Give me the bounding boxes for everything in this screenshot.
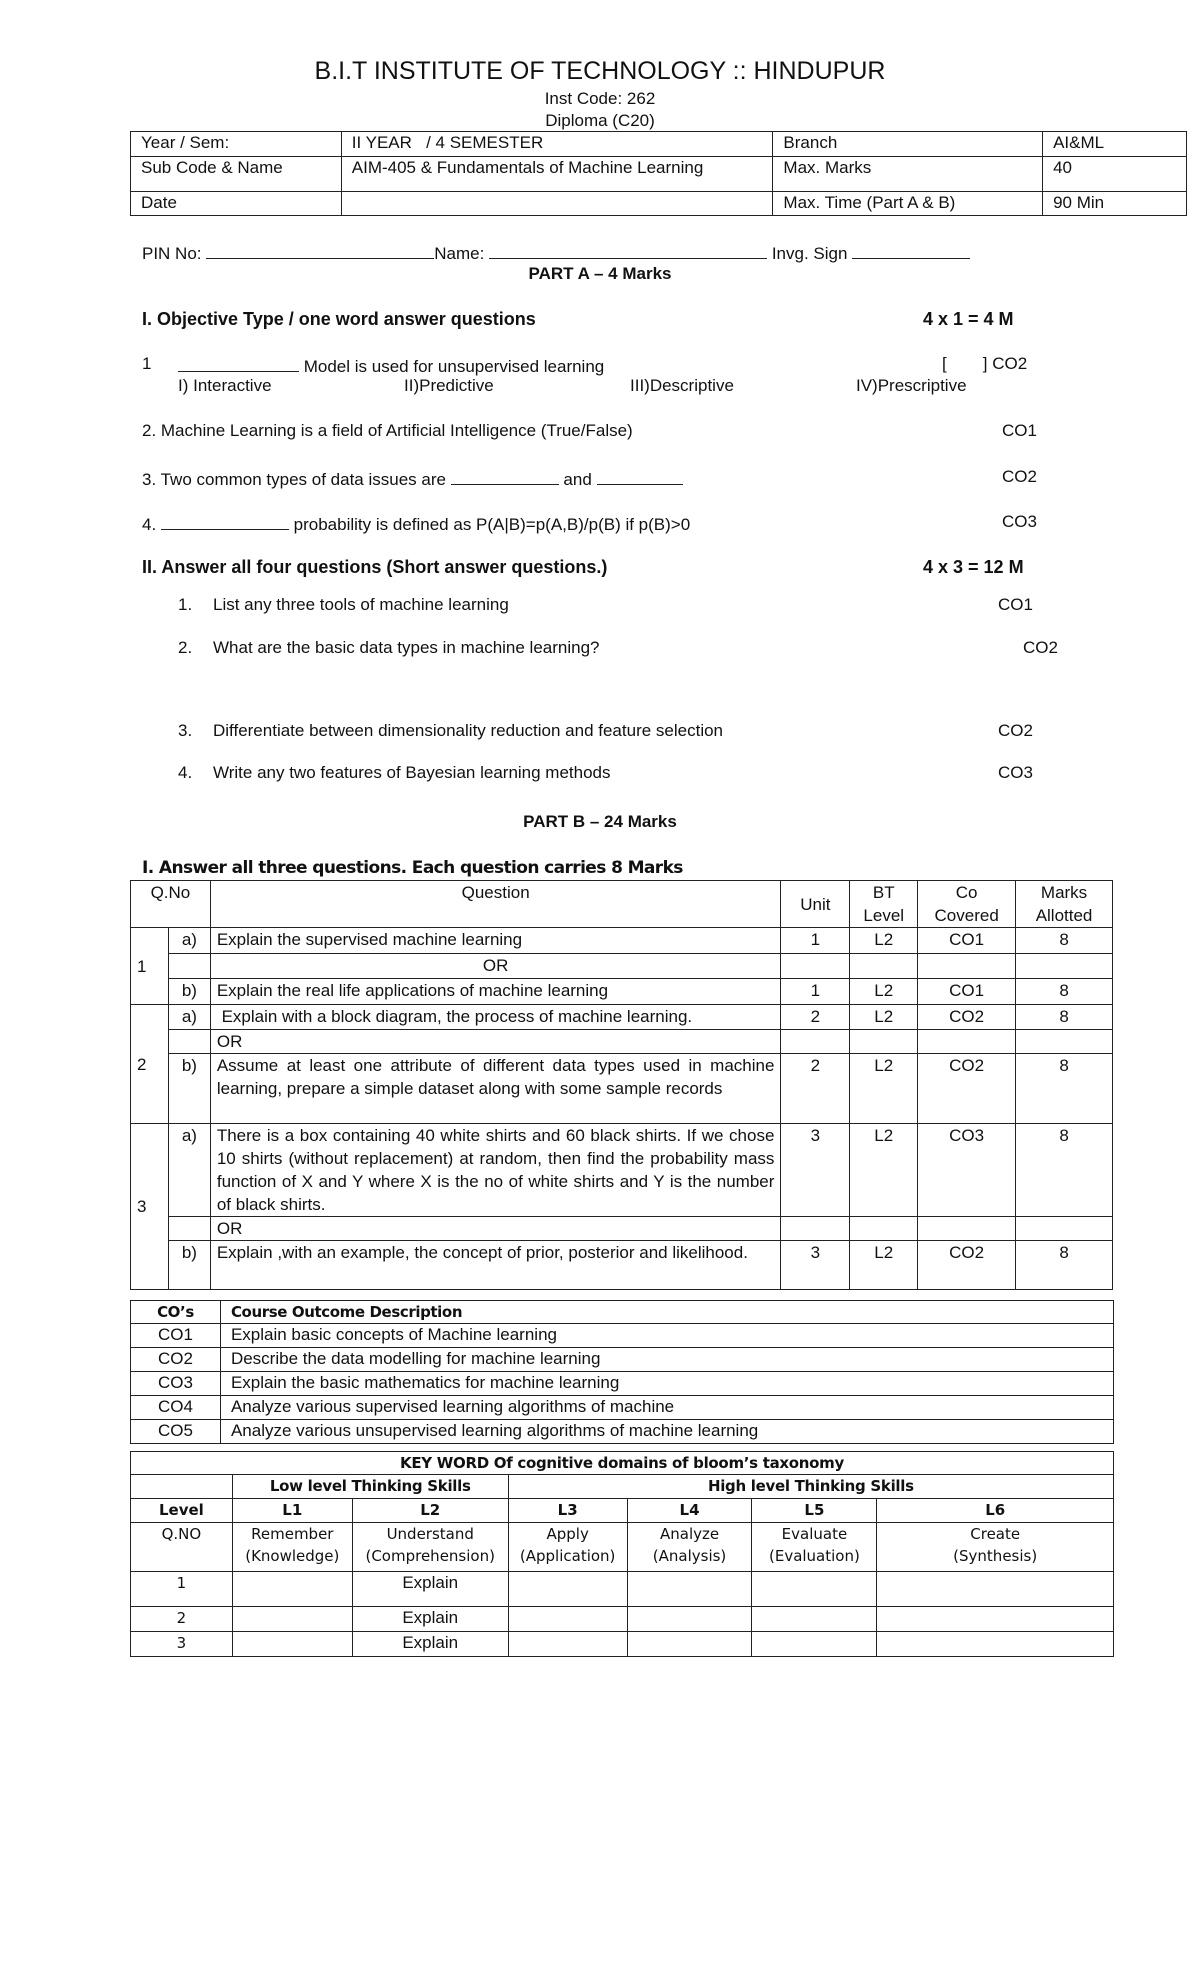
- empty-cell: [877, 1632, 1114, 1657]
- section1-marks: 4 x 1 = 4 M: [923, 309, 1014, 329]
- q-marks: 8: [1016, 979, 1113, 1005]
- sign-input-line[interactable]: [852, 241, 970, 259]
- section2-heading: II. Answer all four questions (Short answer questions.): [142, 557, 608, 577]
- exam-info-table: [130, 131, 1187, 216]
- q4-co: CO3: [1002, 512, 1037, 531]
- q-marks: 8: [1016, 1124, 1113, 1217]
- co-desc: Explain basic concepts of Machine learning: [220, 1324, 1113, 1348]
- empty-cell: [1016, 954, 1113, 979]
- co-row: [131, 1420, 1114, 1444]
- col-bt-line2: Level: [863, 906, 905, 925]
- table-row: [131, 1005, 1113, 1030]
- col-marks: [1016, 881, 1113, 928]
- q4-question: [142, 512, 690, 535]
- q-text: Explain with a block diagram, the process of machine learning.: [210, 1005, 781, 1030]
- empty-cell: [781, 1217, 850, 1241]
- q-co: CO1: [918, 979, 1016, 1005]
- info-value: 40: [1043, 157, 1187, 192]
- co-id: CO4: [131, 1396, 221, 1420]
- blooms-title: KEY WORD Of cognitive domains of bloom’s taxonomy: [131, 1452, 1114, 1475]
- info-label: Sub Code & Name: [131, 157, 342, 192]
- empty-cell: [918, 1217, 1016, 1241]
- section2-marks: 4 x 3 = 12 M: [923, 557, 1024, 577]
- table-row: [131, 1124, 1113, 1217]
- q-co: CO2: [918, 1241, 1016, 1290]
- pin-label: PIN No:: [142, 244, 202, 263]
- q-bt: L2: [850, 1241, 918, 1290]
- blooms-taxonomy-table: [130, 1451, 1114, 1657]
- diploma-label: Diploma (C20): [545, 111, 655, 130]
- short-q-number: 3.: [178, 721, 193, 740]
- co-col-header: CO’s: [131, 1301, 221, 1324]
- part-a-title: PART A – 4 Marks: [528, 264, 672, 283]
- col-marks-line2: Allotted: [1035, 906, 1093, 925]
- empty-cell: [752, 1607, 877, 1632]
- empty-cell: [232, 1607, 352, 1632]
- level-name-main: Evaluate: [781, 1525, 848, 1543]
- col-co-covered: [918, 881, 1016, 928]
- table-header-row: [131, 881, 1113, 928]
- info-value: AIM-405 & Fundamentals of Machine Learning: [341, 157, 773, 192]
- empty-cell: [877, 1607, 1114, 1632]
- empty-cell: [850, 954, 918, 979]
- empty-cell: [918, 1030, 1016, 1054]
- level-name-alt: (Knowledge): [245, 1547, 340, 1565]
- q-unit: 1: [781, 979, 850, 1005]
- info-row-year: [131, 132, 1187, 157]
- q-unit: 2: [781, 1054, 850, 1124]
- info-value: AI&ML: [1043, 132, 1187, 157]
- q1-question: [178, 354, 604, 377]
- q-text: Explain the supervised machine learning: [210, 928, 781, 954]
- q-co: CO3: [918, 1124, 1016, 1217]
- level-id: L3: [508, 1499, 627, 1523]
- level-name: [508, 1523, 627, 1572]
- q-part: a): [168, 928, 210, 954]
- co-row: [131, 1372, 1114, 1396]
- level-name-main: Analyze: [659, 1525, 720, 1543]
- name-label: Name:: [434, 244, 485, 263]
- table-row: [131, 1054, 1113, 1124]
- bracket-close: ]: [982, 354, 988, 373]
- q-bt: L2: [850, 1124, 918, 1217]
- level-name-main: Understand: [386, 1525, 474, 1543]
- blooms-q-number: 2: [131, 1607, 233, 1632]
- empty-cell: [131, 1475, 233, 1499]
- empty-cell: [1016, 1217, 1113, 1241]
- or-label: OR: [210, 1030, 781, 1054]
- pin-input-line[interactable]: [206, 241, 434, 259]
- blooms-title-row: [131, 1452, 1114, 1475]
- table-row: [131, 928, 1113, 954]
- co-row: [131, 1324, 1114, 1348]
- co-id: CO2: [131, 1348, 221, 1372]
- co-desc: Explain the basic mathematics for machine learning: [220, 1372, 1113, 1396]
- level-id: L1: [232, 1499, 352, 1523]
- q-number: 1: [131, 928, 169, 1005]
- empty-cell: [232, 1632, 352, 1657]
- short-q-number: 4.: [178, 763, 193, 782]
- short-q-text: Differentiate between dimensionality reduction and feature selection: [213, 721, 723, 740]
- sign-label: Invg. Sign: [771, 244, 848, 263]
- level-name-alt: (Evaluation): [768, 1547, 860, 1565]
- col-co-line2: Covered: [934, 906, 999, 925]
- qno-label: Q.NO: [131, 1523, 233, 1572]
- section1-heading: I. Objective Type / one word answer questions: [142, 309, 536, 329]
- level-name-main: Create: [970, 1525, 1021, 1543]
- short-q-number: 1.: [178, 595, 193, 614]
- empty-cell: [627, 1607, 752, 1632]
- col-question: Question: [210, 881, 781, 928]
- q1-text: Model is used for unsupervised learning: [303, 357, 605, 376]
- level-name: [877, 1523, 1114, 1572]
- short-q-number: 2.: [178, 638, 193, 657]
- level-name-alt: (Analysis): [652, 1547, 727, 1565]
- q-part: a): [168, 1005, 210, 1030]
- col-co-line1: Co: [955, 883, 978, 902]
- empty-cell: [168, 1217, 210, 1241]
- empty-cell: [877, 1572, 1114, 1607]
- empty-cell: [918, 954, 1016, 979]
- level-name: [752, 1523, 877, 1572]
- level-name-alt: (Comprehension): [365, 1547, 495, 1565]
- empty-cell: [508, 1607, 627, 1632]
- level-id: L4: [627, 1499, 752, 1523]
- q4-prefix: 4.: [142, 515, 157, 534]
- q1-option-1: I) Interactive: [178, 376, 272, 395]
- q1-co: CO2: [992, 354, 1028, 373]
- part-b-table: [130, 880, 1113, 1290]
- q1-option-4: IV)Prescriptive: [856, 376, 967, 395]
- short-q-co: CO1: [998, 595, 1033, 614]
- info-label: Date: [131, 192, 342, 216]
- or-label: OR: [210, 954, 781, 979]
- info-label: Max. Marks: [773, 157, 1043, 192]
- student-fields: [142, 241, 970, 264]
- skills-row: [131, 1475, 1114, 1499]
- q-part: b): [168, 1241, 210, 1290]
- q-unit: 3: [781, 1241, 850, 1290]
- short-q-co: CO3: [998, 763, 1033, 782]
- co-id: CO3: [131, 1372, 221, 1396]
- q4-text: probability is defined as P(A|B)=p(A,B)/p(B) if p(B)>0: [293, 515, 691, 534]
- level-name: [627, 1523, 752, 1572]
- empty-cell: [752, 1572, 877, 1607]
- q-unit: 2: [781, 1005, 850, 1030]
- q1-option-3: III)Descriptive: [630, 376, 734, 395]
- empty-cell: [781, 954, 850, 979]
- col-bt-line1: BT: [872, 883, 895, 902]
- blooms-keyword: Explain: [352, 1632, 508, 1657]
- empty-cell: [752, 1632, 877, 1657]
- q1-option-2: II)Predictive: [404, 376, 494, 395]
- q4-blank[interactable]: [161, 512, 289, 530]
- short-q-co: CO2: [998, 721, 1033, 740]
- info-label: Branch: [773, 132, 1043, 157]
- blooms-keyword: Explain: [352, 1572, 508, 1607]
- q-number: 2: [131, 1005, 169, 1124]
- q-text: There is a box containing 40 white shirts and 60 black shirts. If we chose 10 shirts (without replacement) at random, then find the probability mass function of X and Y where X is the no of white shirts and Y is the number of black shirts.: [210, 1124, 781, 1217]
- col-unit: Unit: [781, 881, 850, 928]
- q3-co: CO2: [1002, 467, 1037, 486]
- info-value: 90 Min: [1043, 192, 1187, 216]
- levels-row: [131, 1499, 1114, 1523]
- q-part: a): [168, 1124, 210, 1217]
- or-row: [131, 1217, 1113, 1241]
- q3-question: [142, 467, 683, 490]
- q-bt: L2: [850, 928, 918, 954]
- info-value: II YEAR / 4 SEMESTER: [341, 132, 773, 157]
- q-bt: L2: [850, 979, 918, 1005]
- q-unit: 1: [781, 928, 850, 954]
- q-bt: L2: [850, 1054, 918, 1124]
- level-name-alt: (Application): [519, 1547, 616, 1565]
- blooms-q-number: 1: [131, 1572, 233, 1607]
- level-name-main: Apply: [546, 1525, 589, 1543]
- col-bt-level: [850, 881, 918, 928]
- q1-number: 1: [142, 354, 152, 373]
- level-name: [352, 1523, 508, 1572]
- table-row: [131, 1241, 1113, 1290]
- q-marks: 8: [1016, 1005, 1113, 1030]
- q-marks: 8: [1016, 1054, 1113, 1124]
- co-desc: Analyze various unsupervised learning algorithms of machine learning: [220, 1420, 1113, 1444]
- empty-cell: [232, 1572, 352, 1607]
- level-label: Level: [131, 1499, 233, 1523]
- co-id: CO5: [131, 1420, 221, 1444]
- co-desc: Describe the data modelling for machine learning: [220, 1348, 1113, 1372]
- q-marks: 8: [1016, 1241, 1113, 1290]
- q-text: Assume at least one attribute of different data types used in machine learning, prepare a simple dataset along with some sample records: [210, 1054, 781, 1124]
- empty-cell: [781, 1030, 850, 1054]
- level-id: L5: [752, 1499, 877, 1523]
- info-row-subject: [131, 157, 1187, 192]
- empty-cell: [1016, 1030, 1113, 1054]
- inst-code: Inst Code: 262: [544, 89, 656, 108]
- col-qno: Q.No: [131, 881, 211, 928]
- date-field[interactable]: [341, 192, 773, 216]
- q-text: Explain the real life applications of machine learning: [210, 979, 781, 1005]
- q-unit: 3: [781, 1124, 850, 1217]
- empty-cell: [508, 1632, 627, 1657]
- high-level-skills: High level Thinking Skills: [508, 1475, 1113, 1499]
- q1-answer-bracket[interactable]: [942, 354, 1027, 374]
- q2-co: CO1: [1002, 421, 1037, 440]
- short-q-text: List any three tools of machine learning: [213, 595, 509, 614]
- part-b-heading: I. Answer all three questions. Each question carries 8 Marks: [142, 858, 683, 878]
- q-part: b): [168, 979, 210, 1005]
- col-marks-line1: Marks: [1040, 883, 1088, 902]
- co-header-row: [131, 1301, 1114, 1324]
- q-co: CO1: [918, 928, 1016, 954]
- empty-cell: [627, 1632, 752, 1657]
- blooms-keyword: Explain: [352, 1607, 508, 1632]
- q-number: 3: [131, 1124, 169, 1290]
- bracket-open: [: [942, 354, 947, 373]
- blooms-q-row: [131, 1572, 1114, 1607]
- level-name: [232, 1523, 352, 1572]
- empty-cell: [850, 1217, 918, 1241]
- q-co: CO2: [918, 1005, 1016, 1030]
- q-text: Explain ,with an example, the concept of prior, posterior and likelihood.: [210, 1241, 781, 1290]
- q-bt: L2: [850, 1005, 918, 1030]
- empty-cell: [168, 954, 210, 979]
- empty-cell: [168, 1030, 210, 1054]
- empty-cell: [627, 1572, 752, 1607]
- level-name-alt: (Synthesis): [953, 1547, 1038, 1565]
- level-name-main: Remember: [251, 1525, 334, 1543]
- blooms-q-row: [131, 1607, 1114, 1632]
- blooms-q-number: 3: [131, 1632, 233, 1657]
- co-row: [131, 1396, 1114, 1420]
- q3-blank-1[interactable]: [451, 467, 559, 485]
- name-input-line[interactable]: [489, 241, 767, 259]
- q-part: b): [168, 1054, 210, 1124]
- q2-text: 2. Machine Learning is a field of Artificial Intelligence (True/False): [142, 421, 633, 440]
- co-id: CO1: [131, 1324, 221, 1348]
- institute-title: B.I.T INSTITUTE OF TECHNOLOGY :: HINDUPUR: [314, 57, 886, 85]
- or-label: OR: [210, 1217, 781, 1241]
- or-row: [131, 1030, 1113, 1054]
- q3-middle: and: [563, 470, 592, 489]
- empty-cell: [508, 1572, 627, 1607]
- desc-col-header: Course Outcome Description: [220, 1301, 1113, 1324]
- q3-prefix: 3. Two common types of data issues are: [142, 470, 446, 489]
- level-id: L6: [877, 1499, 1114, 1523]
- short-q-text: Write any two features of Bayesian learning methods: [213, 763, 611, 782]
- course-outcomes-table: [130, 1300, 1114, 1444]
- info-row-date: [131, 192, 1187, 216]
- low-level-skills: Low level Thinking Skills: [232, 1475, 508, 1499]
- level-names-row: [131, 1523, 1114, 1572]
- q1-blank[interactable]: [178, 354, 299, 372]
- short-q-text: What are the basic data types in machine learning?: [213, 638, 600, 657]
- short-q-co: CO2: [1023, 638, 1058, 657]
- empty-cell: [850, 1030, 918, 1054]
- or-row: [131, 954, 1113, 979]
- q3-blank-2[interactable]: [597, 467, 683, 485]
- q-marks: 8: [1016, 928, 1113, 954]
- info-label: Max. Time (Part A & B): [773, 192, 1043, 216]
- level-id: L2: [352, 1499, 508, 1523]
- co-desc: Analyze various supervised learning algorithms of machine: [220, 1396, 1113, 1420]
- info-label: Year / Sem:: [131, 132, 342, 157]
- table-row: [131, 979, 1113, 1005]
- q-co: CO2: [918, 1054, 1016, 1124]
- co-row: [131, 1348, 1114, 1372]
- blooms-q-row: [131, 1632, 1114, 1657]
- part-b-title: PART B – 24 Marks: [523, 812, 677, 831]
